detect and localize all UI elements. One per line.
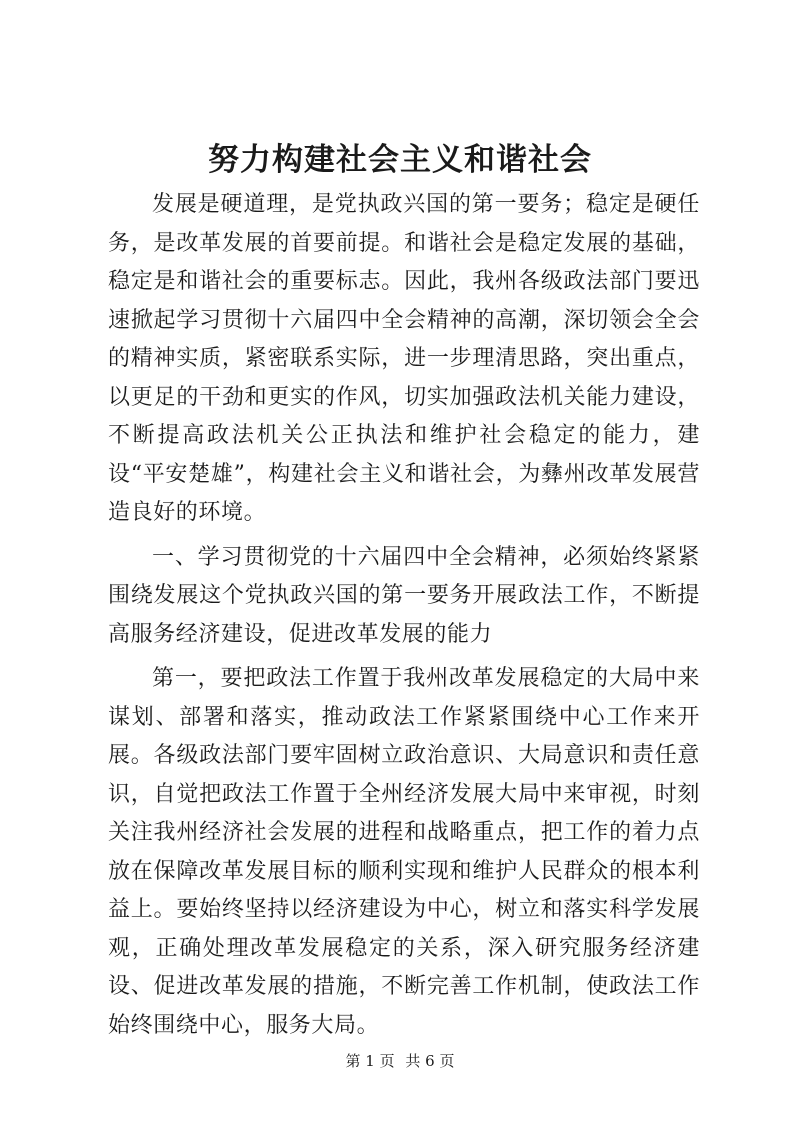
page-total: 共 6 页 xyxy=(405,1052,455,1070)
paragraph-intro: 发展是硬道理，是党执政兴国的第一要务；稳定是硬任务，是改革发展的首要前提。和谐社会是稳定发展的基础，稳定是和谐社会的重要标志。因此，我州各级政法部门要迅速掀起学习贯彻十六届四中全会精神的高潮，深切领会全会的精神实质，紧密联系实际，进一步理清思路，突出重点，以更足的干劲和更实的作风，切实加强政法机关能力建设，不断提高政法机关公正执法和维护社会稳定的能力，建设“平安楚雄”，构建社会主义和谐社会，为彝州改革发展营造良好的环境。 xyxy=(108,192,700,525)
paragraph-first-point: 第一，要把政法工作置于我州改革发展稳定的大局中来谋划、部署和落实，推动政法工作紧紧围绕中心工作来开展。各级政法部门要牢固树立政治意识、大局意识和责任意识，自觉把政法工作置于全州经济发展大局中来审视，时刻关注我州经济社会发展的进程和战略重点，把工作的着力点放在保障改革发展目标的顺利实现和维护人民群众的根本利益上。要始终坚持以经济建设为中心，树立和落实科学发展观，正确处理改革发展稳定的关系，深入研究服务经济建设、促进改革发展的措施，不断完善工作机制，使政法工作始终围绕中心，服务大局。 xyxy=(108,666,700,1038)
page-footer xyxy=(0,1050,800,1072)
page-number: 第 1 页 xyxy=(345,1052,395,1070)
document-body xyxy=(108,186,700,1051)
paragraph-section-heading: 一、学习贯彻党的十六届四中全会精神，必须始终紧紧围绕发展这个党执政兴国的第一要务开展政法工作，不断提高服务经济建设，促进改革发展的能力 xyxy=(108,544,700,647)
page-title: 努力构建社会主义和谐社会 xyxy=(208,142,592,178)
